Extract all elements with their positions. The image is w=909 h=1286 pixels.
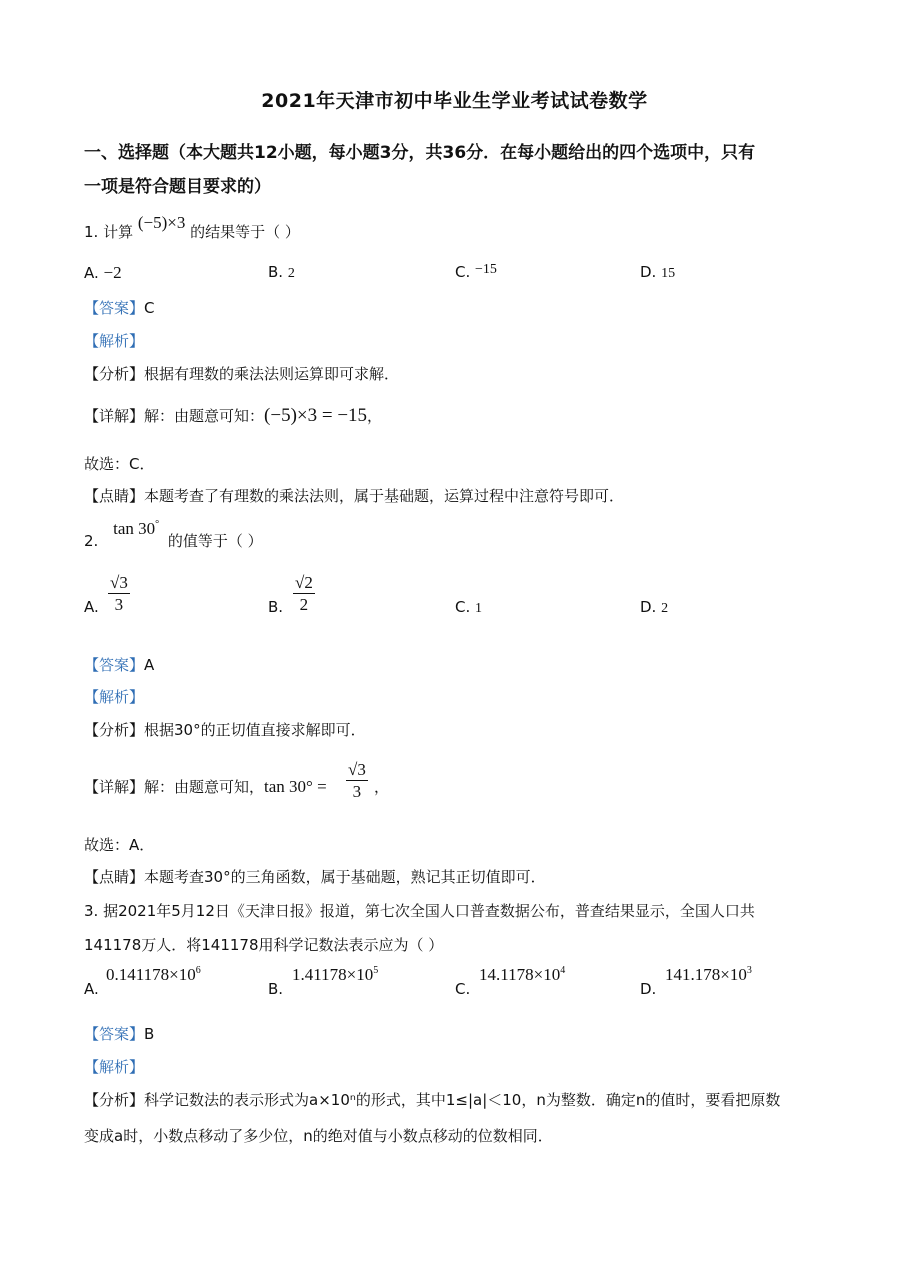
q1-option-a: A. −2 <box>84 263 122 282</box>
q1-solution-expression: (−5)×3 = −15 <box>264 405 368 426</box>
section-heading-line1: 一、选择题（本大题共12小题，每小题3分，共36分．在每小题给出的四个选项中，只有 <box>84 143 756 163</box>
q1-choice: 故选：C． <box>84 455 155 473</box>
q2-answer: 【答案】A <box>84 656 155 674</box>
q1-xiangjie: 【详解】解：由题意可知：(−5)×3 = −15， <box>84 405 383 426</box>
q3-fenxi-line2: 变成a时，小数点移动了多少位，n的绝对值与小数点移动的位数相同． <box>84 1127 553 1145</box>
page-title: 2021年天津市初中毕业生学业考试试卷数学 <box>261 90 648 112</box>
q2-fenxi: 【分析】根据30°的正切值直接求解即可． <box>84 721 366 739</box>
q3-analysis-tag: 【解析】 <box>84 1058 145 1076</box>
q2-option-a-label: A. <box>84 598 99 616</box>
q3-option-d-label: D. <box>640 980 657 998</box>
q1-option-b: B. 2 <box>268 263 295 281</box>
q2-solution-comma: ， <box>374 778 390 796</box>
q3-option-d-expr: $141.178\times 10^3$ <box>665 965 752 984</box>
q3-option-b-expr: $1.41178\times 10^5$ <box>292 965 379 984</box>
q1-stem-prefix: 1. 计算 <box>84 223 134 241</box>
q3-stem-line2: 141178万人．将141178用科学记数法表示应为（ ） <box>84 936 444 954</box>
q2-solution-fraction: $\frac{√3}{3}$ <box>348 760 366 801</box>
q3-option-c-expr: $14.1178\times 10^4$ <box>479 965 566 984</box>
q2-xiangjie: 【详解】解：由题意可知，tan 30° = <box>84 777 327 796</box>
q1-option-d: D. 15 <box>640 263 676 281</box>
q2-option-b-fraction: $\frac{√2}{2}$ <box>295 573 313 614</box>
q2-option-a-fraction: $\frac{√3}{3}$ <box>110 573 128 614</box>
q1-analysis-tag: 【解析】 <box>84 332 145 350</box>
q3-option-a-expr: $0.141178\times 10^6$ <box>106 965 201 984</box>
q3-option-b-label: B. <box>268 980 284 998</box>
q2-option-b-label: B. <box>268 598 284 616</box>
q1-answer: 【答案】C <box>84 299 155 317</box>
q3-answer: 【答案】B <box>84 1025 155 1043</box>
q1-option-c: C. −15 <box>455 262 497 281</box>
q3-option-c-label: C. <box>455 980 471 998</box>
q2-choice: 故选：A． <box>84 836 155 854</box>
q1-expression: (−5)×3 <box>137 213 186 232</box>
q1-stem <box>84 213 300 242</box>
q3-option-a-label: A. <box>84 980 99 998</box>
q3-fenxi-line1: 【分析】科学记数法的表示形式为a×10ⁿ的形式，其中1≤|a|＜10，n为整数．确定n的值时，要看把原数 <box>84 1091 781 1109</box>
q1-dianjing: 【点睛】本题考查了有理数的乘法法则，属于基础题，运算过程中注意符号即可． <box>84 487 625 505</box>
q3-stem-line1: 3. 据2021年5月12日《天津日报》报道，第七次全国人口普查数据公布，普查结果显示，全国人口共 <box>84 902 755 920</box>
q2-option-d: D. 2 <box>640 598 669 616</box>
q2-option-c: C. 1 <box>455 598 483 616</box>
q2-expression: tan 30° <box>113 519 160 538</box>
q1-stem-suffix: 的结果等于（ ） <box>190 223 300 241</box>
q1-fenxi: 【分析】根据有理数的乘法法则运算即可求解． <box>84 365 400 383</box>
answer-tag: 【答案】 <box>84 299 145 317</box>
q2-analysis-tag: 【解析】 <box>84 688 145 706</box>
q2-dianjing: 【点睛】本题考查30°的三角函数，属于基础题，熟记其正切值即可． <box>84 868 546 886</box>
q2-stem: 2. tan 30° 的值等于（ ） <box>84 519 263 550</box>
q2-solution-lhs: tan 30° = <box>264 777 327 796</box>
section-heading-line2: 一项是符合题目要求的） <box>84 177 271 197</box>
